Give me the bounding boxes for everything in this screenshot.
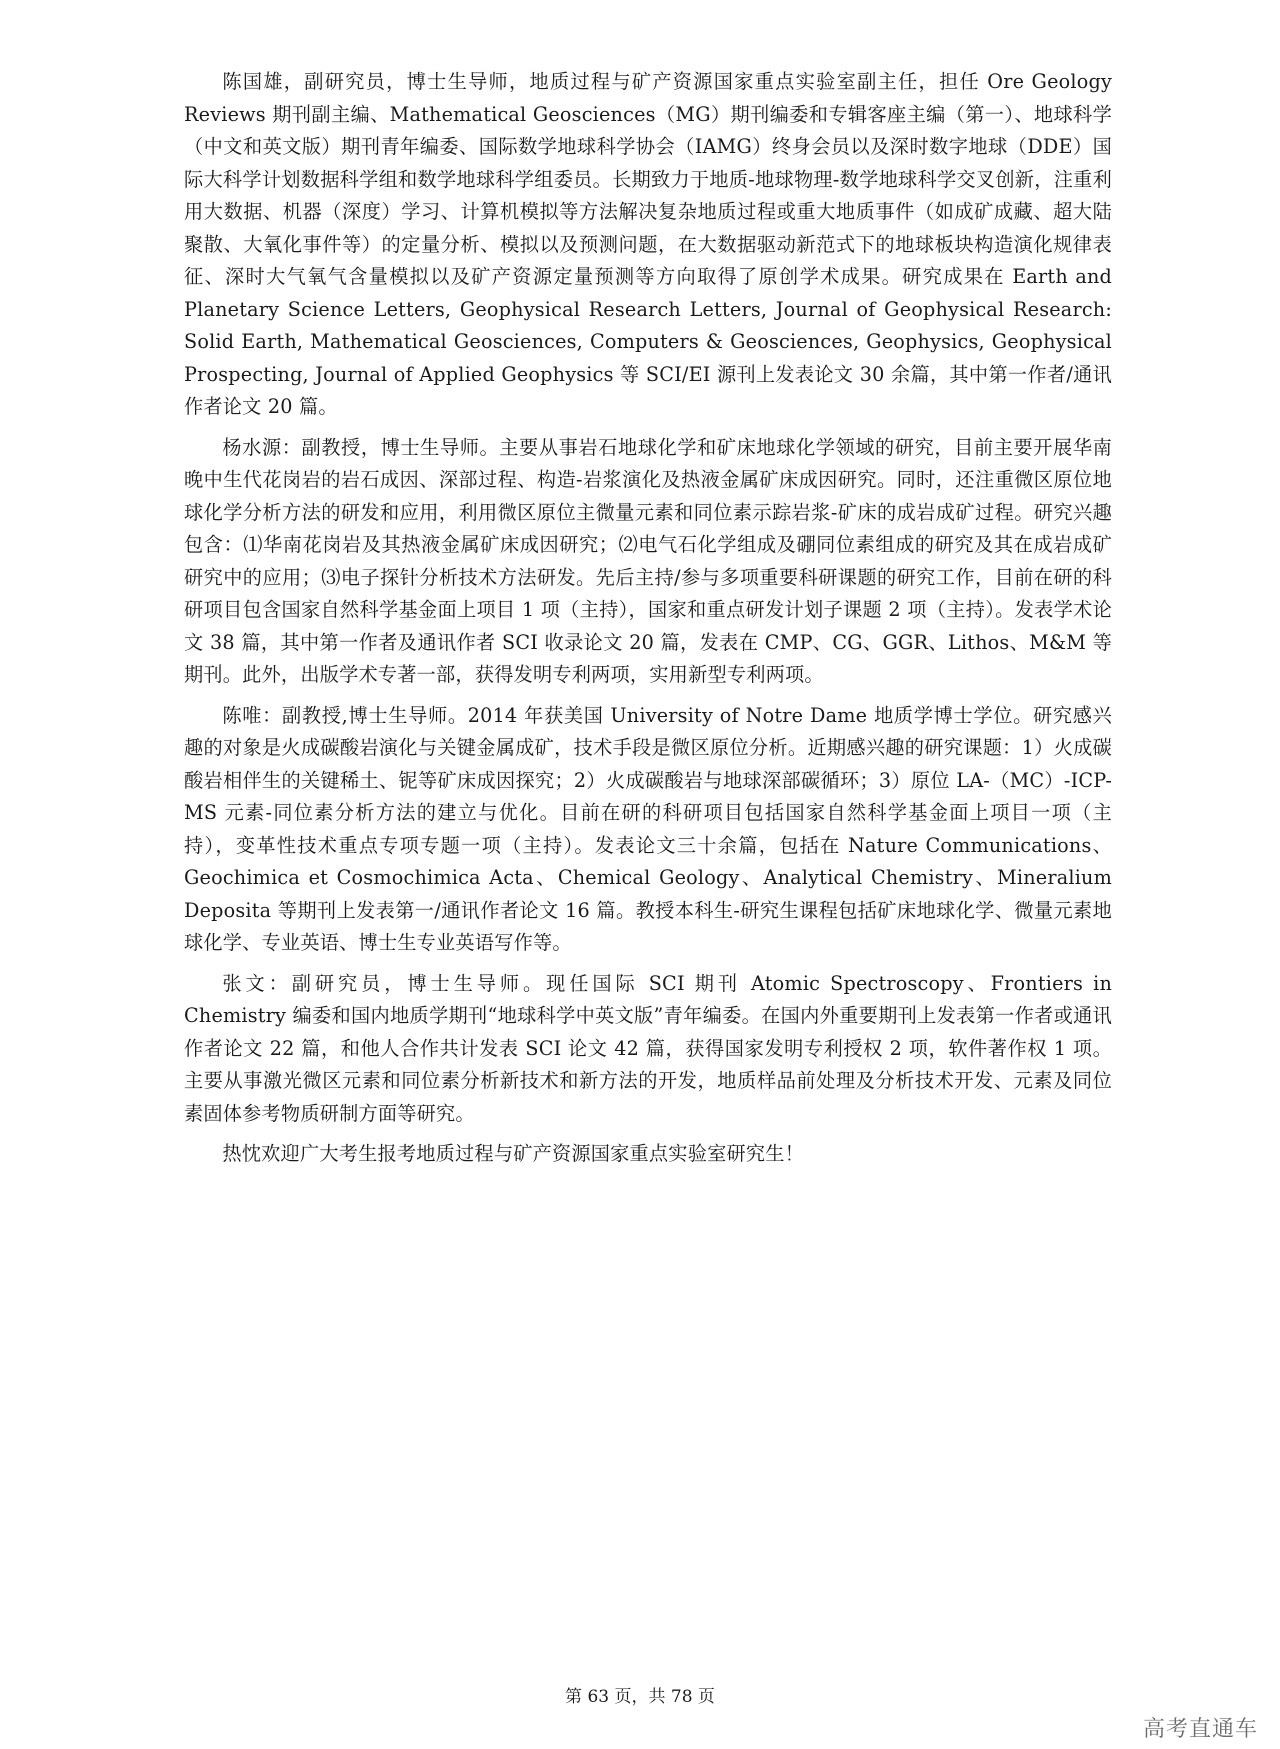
document-body — [184, 66, 1112, 1179]
paragraph-welcome: 热忱欢迎广大考生报考地质过程与矿产资源国家重点实验室研究生！ — [222, 1142, 805, 1165]
page-number-footer: 第 63 页，共 78 页 — [565, 1687, 715, 1707]
watermark-logo-text: 高考直通车 — [1142, 1717, 1258, 1742]
paragraph-chen-wei: 陈唯：副教授,博士生导师。2014 年获美国 University of Notre Dame 地质学博士学位。研究感兴趣的对象是火成碳酸岩演化与关键金属成矿，技术手段是微区原位分析。近期感兴趣的研究课题：1）火成碳酸岩相伴生的关键稀土、铌等矿床成因探究；2）火成碳酸岩与地球深部碳循环；3）原位 LA-（MC）-ICP-MS 元素-同位素分析方法的建立与优化。目前在研的科研项目包括国家自然科学基金面上项目一项（主持），变革性技术重点专项专题一项（主持）。发表论文三十余篇，包括在 Nature Communications、Geochimica et Cosmochimica Acta、Chemical Geology、Analytical Chemistry、Mineralium Deposita 等期刊上发表第一/通讯作者论文 16 篇。教授本科生-研究生课程包括矿床地球化学、微量元素地球化学、专业英语、博士生专业英语写作等。 — [184, 703, 1112, 954]
paragraph-zhang-wen: 张文：副研究员，博士生导师。现任国际 SCI 期刊 Atomic Spectroscopy、Frontiers in Chemistry 编委和国内地质学期刊“地球科学中英文版”青年编委。在国内外重要期刊上发表第一作者或通讯作者论文 22 篇，和他人合作共计发表 SCI 论文 42 篇，获得国家发明专利授权 2 项，软件著作权 1 项。主要从事激光微区元素和同位素分析新技术和新方法的开发，地质样品前处理及分析技术开发、元素及同位素固体参考物质研制方面等研究。 — [184, 971, 1112, 1125]
paragraph-chen-guoxiong: 陈国雄，副研究员，博士生导师，地质过程与矿产资源国家重点实验室副主任，担任 Ore Geology Reviews 期刊副主编、Mathematical Geosciences（MG）期刊编委和专辑客座主编（第一）、地球科学（中文和英文版）期刊青年编委、国际数学地球科学协会（IAMG）终身会员以及深时数字地球（DDE）国际大科学计划数据科学组和数学地球科学组委员。长期致力于地质-地球物理-数学地球科学交叉创新，注重利用大数据、机器（深度）学习、计算机模拟等方法解决复杂地质过程或重大地质事件（如成矿成藏、超大陆聚散、大氧化事件等）的定量分析、模拟以及预测问题，在大数据驱动新范式下的地球板块构造演化规律表征、深时大气氧气含量模拟以及矿产资源定量预测等方向取得了原创学术成果。研究成果在 Earth and Planetary Science Letters, Geophysical Research Letters, Journal of Geophysical Research: Solid Earth, Mathematical Geosciences, Computers & Geosciences, Geophysics, Geophysical Prospecting, Journal of Applied Geophysics 等 SCI/EI 源刊上发表论文 30 余篇，其中第一作者/通讯作者论文 20 篇。 — [184, 70, 1112, 418]
paragraph-yang-shuiyuan: 杨水源：副教授，博士生导师。主要从事岩石地球化学和矿床地球化学领域的研究，目前主要开展华南晚中生代花岗岩的岩石成因、深部过程、构造-岩浆演化及热液金属矿床成因研究。同时，还注重微区原位地球化学分析方法的研发和应用，利用微区原位主微量元素和同位素示踪岩浆-矿床的成岩成矿过程。研究兴趣包含：⑴华南花岗岩及其热液金属矿床成因研究；⑵电气石化学组成及硼同位素组成的研究及其在成岩成矿研究中的应用；⑶电子探针分析技术方法研发。先后主持/参与多项重要科研课题的研究工作，目前在研的科研项目包含国家自然科学基金面上项目 1 项（主持），国家和重点研发计划子课题 2 项（主持）。发表学术论文 38 篇，其中第一作者及通讯作者 SCI 收录论文 20 篇，发表在 CMP、CG、GGR、Lithos、M&M 等期刊。此外，出版学术专著一部，获得发明专利两项，实用新型专利两项。 — [184, 435, 1112, 686]
